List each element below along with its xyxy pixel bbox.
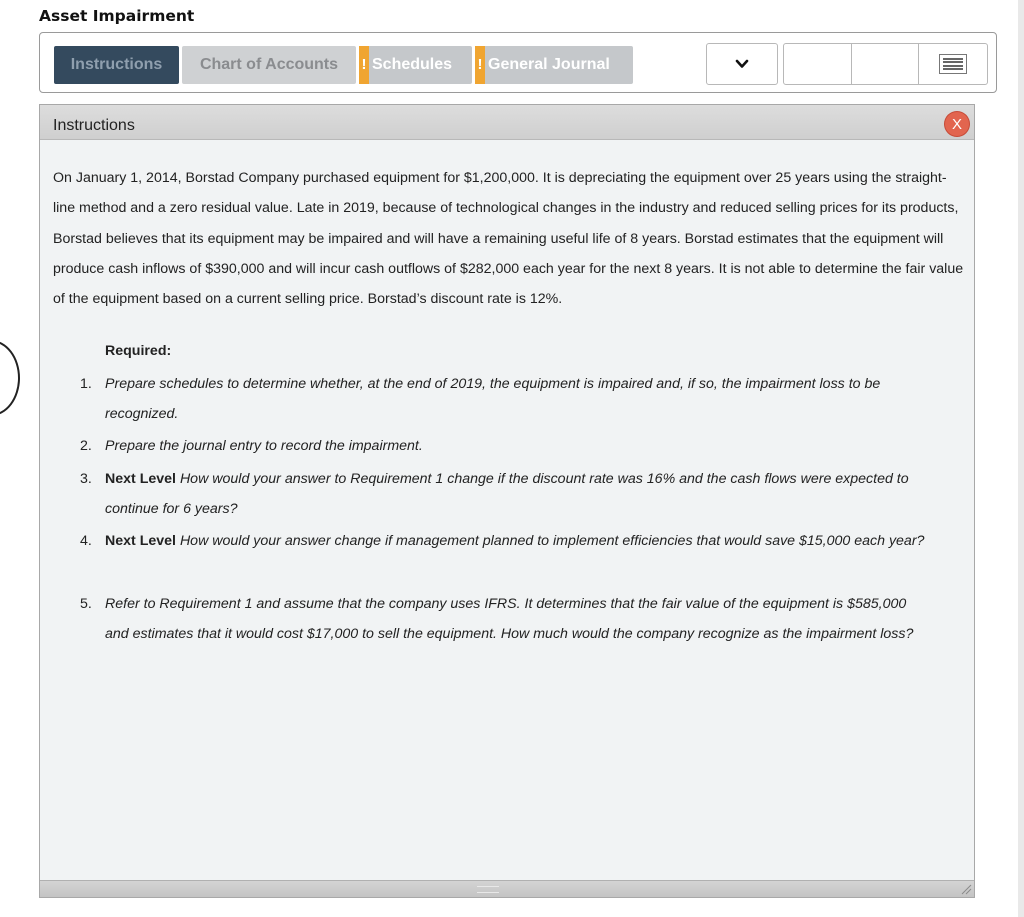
problem-description: On January 1, 2014, Borstad Company purchased equipment for $1,200,000. It is depreciating the equipment over 25 years using the straight-line method and a zero residual value. Late in 2019, because of technological changes in the industry and reduced selling prices for its products, Borstad believes that its equipment may be impaired and will have a remaining useful life of 8 years. Borstad estimates that the equipment will produce cash inflows of $390,000 and will incur cash outflows of $282,000 each year for the next 8 years. It is not able to determine the fair value of the equipment based on a current selling price. Borstad’s discount rate is 12%. — [53, 170, 964, 308]
list-item-number: 3. — [80, 471, 92, 487]
window-edge — [1018, 0, 1024, 917]
tab-schedules[interactable] — [359, 46, 472, 84]
chevron-down-icon — [735, 59, 749, 69]
tab-toolbar — [39, 32, 997, 93]
list-item-text: Next Level How would your answer change if management planned to implement efficiencies that would save $15,000 each year? — [105, 533, 925, 549]
list-item-text: Prepare schedules to determine whether, at the end of 2019, the equipment is impaired and, if so, the impairment loss to be recognized. — [105, 376, 881, 423]
nav-segment-1[interactable] — [783, 43, 852, 85]
tab-general-journal-label: General Journal — [488, 56, 610, 73]
tab-general-journal[interactable] — [475, 46, 633, 84]
partial-circle-decoration — [0, 340, 20, 416]
alert-icon: ! — [475, 46, 485, 84]
list-item-text: Next Level How would your answer to Requirement 1 change if the discount rate was 16% and the cash flows were expected to continue for 6 years? — [105, 471, 909, 518]
close-button[interactable]: X — [945, 112, 969, 136]
panel-header — [40, 105, 974, 140]
tab-instructions[interactable]: Instructions — [54, 46, 179, 84]
instructions-panel — [39, 104, 975, 898]
panel-resize-bar[interactable] — [40, 880, 974, 897]
alert-icon: ! — [359, 46, 369, 84]
required-heading: Required: — [105, 343, 172, 359]
list-item-text: Refer to Requirement 1 and assume that the company uses IFRS. It determines that the fair value of the equipment is $585,000 and estimates that it would cost $17,000 to sell the equipment. How much would the company recognize as the impairment loss? — [105, 596, 914, 643]
list-item-number: 1. — [80, 376, 92, 392]
list-item-number: 5. — [80, 596, 92, 612]
nav-segment-2[interactable] — [851, 43, 919, 85]
list-menu-icon — [939, 54, 967, 74]
panel-title: Instructions — [53, 117, 135, 134]
page-title: Asset Impairment — [39, 7, 195, 25]
navigation-dropdown-button[interactable] — [706, 43, 778, 85]
menu-button[interactable] — [918, 43, 988, 85]
list-item-text: Prepare the journal entry to record the impairment. — [105, 438, 423, 454]
resize-handle-icon[interactable] — [960, 883, 972, 895]
grip-icon — [477, 886, 499, 893]
next-level-label: Next Level — [105, 471, 176, 487]
list-item-number: 2. — [80, 438, 92, 454]
tab-schedules-label: Schedules — [372, 56, 453, 73]
next-level-label: Next Level — [105, 533, 176, 549]
tab-chart-of-accounts[interactable]: Chart of Accounts — [182, 46, 356, 84]
list-item-number: 4. — [80, 533, 92, 549]
